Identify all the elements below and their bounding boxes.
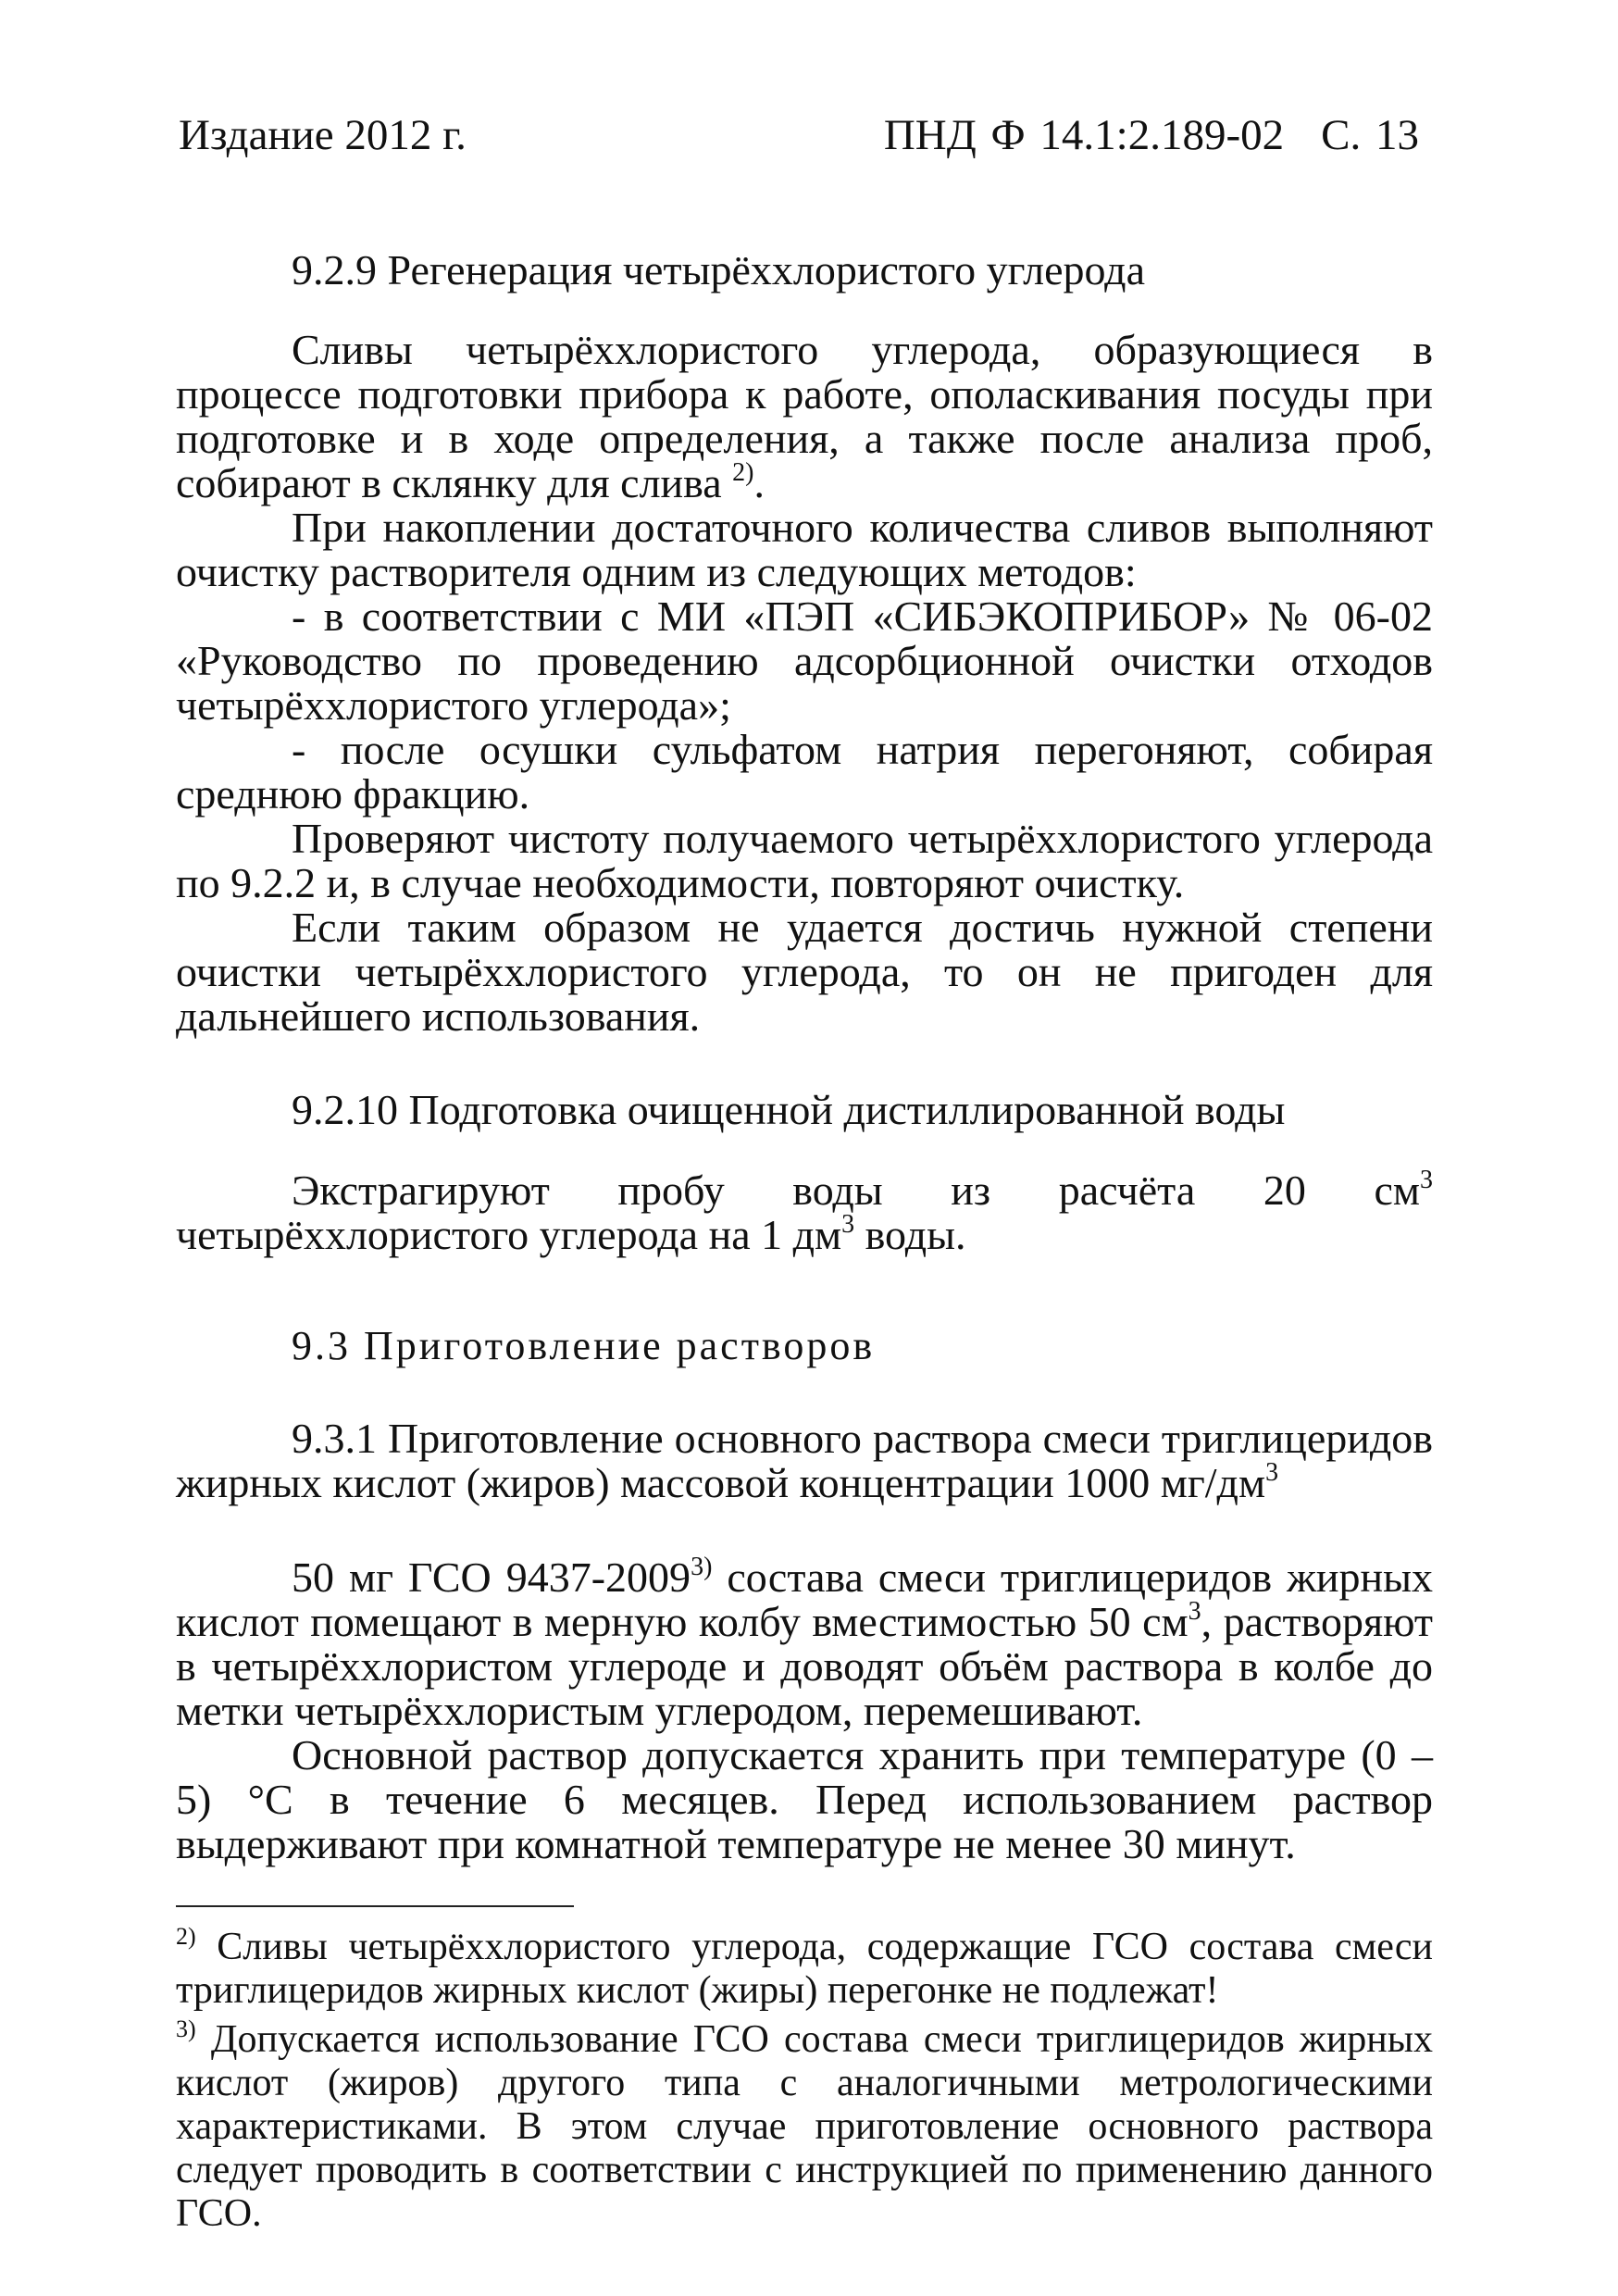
paragraph: Основной раствор допускается хранить при температуре (0 – 5) °С в течение 6 месяцев. Перед использованием раствор выдерживают при комнатной температуре не менее 30 минут. bbox=[176, 1731, 1433, 1867]
edition-label: Издание 2012 г. bbox=[179, 111, 467, 159]
footnote-2: $^{2)}$ Сливы четырёххлористого углерода, содержащие ГСО состава смеси триглицеридов жирных кислот (жиры) перегонке не подлежат! bbox=[176, 1923, 1433, 2012]
page-header bbox=[179, 113, 1419, 165]
doc-code: ПНД Ф 14.1:2.189-02 bbox=[883, 111, 1285, 159]
page-number: С. 13 bbox=[1321, 111, 1419, 159]
list-item: - после осушки сульфатом натрия перегоняют, собирая среднюю фракцию. bbox=[176, 726, 1433, 817]
header-right bbox=[884, 113, 1419, 157]
footnote-ref: 3) bbox=[691, 1553, 713, 1581]
paragraph: Проверяют чистоту получаемого четырёххлористого углерода по 9.2.2 и, в случае необходимости, повторяют очистку. bbox=[176, 815, 1433, 906]
section-9-3-1-title: 9.3.1 Приготовление основного раствора смеси триглицеридов жирных кислот (жиров) массовой концентрации 1000 $мг/дм^3$ bbox=[176, 1415, 1433, 1506]
section-9-2-10-body bbox=[176, 1168, 1433, 1257]
section-9-2-10-title: 9.2.10 Подготовка очищенной дистиллированной воды bbox=[292, 1086, 1286, 1133]
paragraph: Экстрагируют пробу воды из расчёта 20 $см^3$ четырёххлористого углерода на 1 $дм^3$ воды. bbox=[176, 1166, 1433, 1258]
footnote-3: $^{3)}$ Допускается использование ГСО состава смеси триглицеридов жирных кислот (жиров) другого типа с аналогичными метрологическими характеристиками. В этом случае приготовление основного раствора следует проводить в соответствии с инструкцией по применению данного ГСО. bbox=[176, 2015, 1434, 2235]
section-9-3-1-body bbox=[176, 1555, 1433, 1866]
paragraph: Если таким образом не удается достичь нужной степени очистки четырёххлористого углерода, то он не пригоден для дальнейшего использования. bbox=[176, 904, 1433, 1040]
paragraph: 50 мг ГСО 9437-2009$^{3)}$ состава смеси триглицеридов жирных кислот помещают в мерную колбу вместимостью 50 $см^3$, растворяют в четырёххлористом углероде и доводят объём раствора в колбе до метки четырёххлористым углеродом, перемешивают. bbox=[176, 1553, 1434, 1734]
footnote-ref: 2) bbox=[732, 458, 754, 487]
paragraph: Сливы четырёххлористого углерода, образующиеся в процессе подготовки прибора к работе, ополаскивания посуды при подготовке и в ходе определения, а также после анализа проб, собирают в склянку для слива $^{2)}$. bbox=[176, 326, 1433, 506]
section-9-3-title: 9.3 Приготовление растворов bbox=[292, 1323, 876, 1368]
list-item: - в соответствии с МИ «ПЭП «СИБЭКОПРИБОР» № 06-02 «Руководство по проведению адсорбционной очистки отходов четырёххлористого углерода»; bbox=[176, 593, 1433, 729]
footnote-divider bbox=[176, 1905, 574, 1907]
paragraph: При накоплении достаточного количества сливов выполняют очистку растворителя одним из следующих методов: bbox=[176, 504, 1433, 595]
section-9-2-9-title: 9.2.9 Регенерация четырёххлористого углерода bbox=[292, 246, 1145, 293]
section-9-2-9-body bbox=[176, 328, 1433, 1039]
